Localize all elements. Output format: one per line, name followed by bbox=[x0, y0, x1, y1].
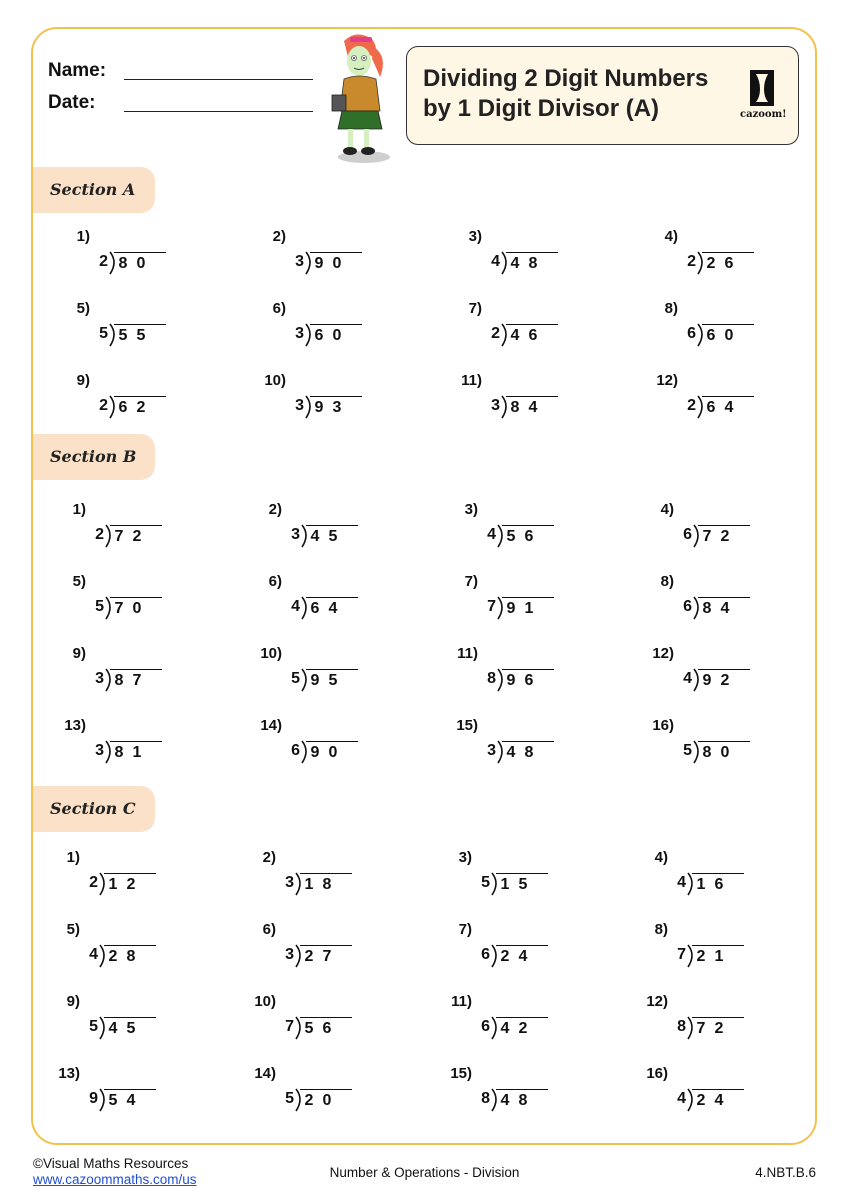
dividend-digit: 1 bbox=[714, 948, 724, 965]
dividend bbox=[110, 741, 162, 762]
dividend-digit: 4 bbox=[720, 600, 730, 617]
divisor: 2 bbox=[687, 397, 696, 414]
dividend bbox=[300, 873, 352, 894]
problem-number: 9) bbox=[66, 993, 80, 1010]
dividend-digit: 4 bbox=[518, 948, 528, 965]
dividend-digit: 0 bbox=[136, 255, 146, 272]
division-problem bbox=[402, 228, 552, 288]
division-problem bbox=[6, 645, 156, 705]
divisor: 5 bbox=[291, 670, 300, 687]
dividend-digit: 9 bbox=[310, 744, 320, 761]
divisor: 6 bbox=[683, 526, 692, 543]
problem-number: 13) bbox=[64, 717, 86, 734]
dividend-digit: 8 bbox=[702, 744, 712, 761]
section-c-tab bbox=[33, 786, 155, 832]
problem-number: 9) bbox=[76, 372, 90, 389]
dividend-digit: 0 bbox=[322, 1092, 332, 1109]
division-problem bbox=[10, 300, 160, 360]
title-line-1: Dividing 2 Digit Numbers bbox=[423, 65, 709, 92]
divisor: 5 bbox=[99, 325, 108, 342]
dividend-digit: 2 bbox=[720, 672, 730, 689]
dividend-digit: 4 bbox=[714, 1092, 724, 1109]
dividend bbox=[114, 324, 166, 345]
date-label: Date: bbox=[48, 92, 96, 113]
division-problem bbox=[598, 300, 748, 360]
dividend-digit: 8 bbox=[322, 876, 332, 893]
dividend-digit: 6 bbox=[724, 255, 734, 272]
dividend-digit: 9 bbox=[702, 672, 712, 689]
divisor: 7 bbox=[677, 946, 686, 963]
problem-number: 13) bbox=[58, 1065, 80, 1082]
dividend-digit: 8 bbox=[118, 255, 128, 272]
divisor: 3 bbox=[491, 397, 500, 414]
dividend-digit: 6 bbox=[714, 876, 724, 893]
dividend bbox=[502, 741, 554, 762]
divisor: 8 bbox=[481, 1090, 490, 1107]
divisor: 2 bbox=[99, 397, 108, 414]
dividend-digit: 4 bbox=[126, 1092, 136, 1109]
dividend-digit: 9 bbox=[506, 672, 516, 689]
section-a-label: Section A bbox=[50, 180, 136, 199]
dividend bbox=[698, 669, 750, 690]
dividend-digit: 8 bbox=[126, 948, 136, 965]
division-problem bbox=[196, 921, 346, 981]
dividend-digit: 1 bbox=[524, 600, 534, 617]
division-problem bbox=[598, 228, 748, 288]
divisor: 3 bbox=[291, 526, 300, 543]
dividend-digit: 8 bbox=[524, 744, 534, 761]
divisor: 4 bbox=[683, 670, 692, 687]
dividend-digit: 7 bbox=[114, 600, 124, 617]
division-problem bbox=[594, 645, 744, 705]
problem-number: 1) bbox=[72, 501, 86, 518]
divisor: 6 bbox=[481, 1018, 490, 1035]
section-c-label: Section C bbox=[50, 799, 136, 818]
cazoom-logo-text: cazoom! bbox=[740, 109, 787, 120]
footer-standard-code: 4.NBT.B.6 bbox=[755, 1165, 816, 1180]
dividend bbox=[698, 741, 750, 762]
dividend-digit: 4 bbox=[506, 744, 516, 761]
problem-number: 12) bbox=[646, 993, 668, 1010]
dividend-digit: 7 bbox=[702, 528, 712, 545]
dividend bbox=[110, 525, 162, 546]
problem-number: 5) bbox=[76, 300, 90, 317]
division-problem bbox=[392, 1065, 542, 1125]
dividend-digit: 8 bbox=[518, 1092, 528, 1109]
dividend bbox=[310, 324, 362, 345]
dividend-digit: 2 bbox=[304, 1092, 314, 1109]
dividend-digit: 2 bbox=[126, 876, 136, 893]
divisor: 5 bbox=[95, 598, 104, 615]
dividend-digit: 0 bbox=[720, 744, 730, 761]
problem-number: 4) bbox=[654, 849, 668, 866]
problem-number: 4) bbox=[660, 501, 674, 518]
footer-copyright: ©Visual Maths Resources bbox=[33, 1156, 189, 1171]
divisor: 8 bbox=[487, 670, 496, 687]
dividend-digit: 5 bbox=[518, 876, 528, 893]
title-line-2: by 1 Digit Divisor (A) bbox=[423, 95, 660, 122]
dividend-digit: 2 bbox=[132, 528, 142, 545]
divisor: 2 bbox=[89, 874, 98, 891]
dividend-digit: 2 bbox=[136, 399, 146, 416]
dividend-digit: 5 bbox=[108, 1092, 118, 1109]
division-problem bbox=[0, 993, 150, 1053]
division-problem bbox=[588, 993, 738, 1053]
date-field[interactable] bbox=[124, 111, 313, 112]
dividend bbox=[698, 597, 750, 618]
divisor: 7 bbox=[487, 598, 496, 615]
dividend-digit: 3 bbox=[332, 399, 342, 416]
problem-number: 11) bbox=[461, 372, 482, 389]
problem-number: 8) bbox=[664, 300, 678, 317]
dividend-digit: 2 bbox=[706, 255, 716, 272]
section-b-label: Section B bbox=[50, 447, 137, 466]
dividend-digit: 9 bbox=[310, 672, 320, 689]
problem-number: 14) bbox=[260, 717, 282, 734]
dividend bbox=[104, 873, 156, 894]
problem-number: 2) bbox=[272, 228, 286, 245]
dividend-digit: 0 bbox=[724, 327, 734, 344]
dividend-digit: 5 bbox=[328, 672, 338, 689]
dividend-digit: 6 bbox=[706, 399, 716, 416]
dividend bbox=[300, 945, 352, 966]
problem-number: 12) bbox=[652, 645, 674, 662]
name-label: Name: bbox=[48, 60, 107, 81]
dividend bbox=[104, 1089, 156, 1110]
dividend-digit: 2 bbox=[696, 1092, 706, 1109]
division-problem bbox=[196, 1065, 346, 1125]
problem-number: 1) bbox=[76, 228, 90, 245]
divisor: 3 bbox=[295, 397, 304, 414]
dividend bbox=[300, 1017, 352, 1038]
dividend-digit: 6 bbox=[310, 600, 320, 617]
dividend-digit: 4 bbox=[328, 600, 338, 617]
dividend-digit: 1 bbox=[696, 876, 706, 893]
problem-number: 3) bbox=[458, 849, 472, 866]
dividend-digit: 4 bbox=[528, 399, 538, 416]
problem-number: 2) bbox=[262, 849, 276, 866]
dividend-digit: 5 bbox=[506, 528, 516, 545]
division-problem bbox=[594, 501, 744, 561]
dividend-digit: 4 bbox=[510, 255, 520, 272]
division-problem bbox=[594, 573, 744, 633]
divisor: 5 bbox=[683, 742, 692, 759]
dividend-digit: 2 bbox=[518, 1020, 528, 1037]
problem-number: 4) bbox=[664, 228, 678, 245]
divisor: 3 bbox=[95, 742, 104, 759]
dividend bbox=[300, 1089, 352, 1110]
divisor: 4 bbox=[291, 598, 300, 615]
dividend-digit: 8 bbox=[528, 255, 538, 272]
division-problem bbox=[206, 228, 356, 288]
divisor: 9 bbox=[89, 1090, 98, 1107]
dividend bbox=[306, 597, 358, 618]
divisor: 6 bbox=[687, 325, 696, 342]
problem-number: 6) bbox=[272, 300, 286, 317]
division-problem bbox=[588, 849, 738, 909]
dividend bbox=[496, 873, 548, 894]
dividend bbox=[114, 396, 166, 417]
problem-number: 10) bbox=[254, 993, 276, 1010]
dividend-digit: 5 bbox=[126, 1020, 136, 1037]
problem-number: 11) bbox=[457, 645, 478, 662]
dividend-digit: 4 bbox=[500, 1092, 510, 1109]
division-problem bbox=[6, 717, 156, 777]
division-problem bbox=[398, 573, 548, 633]
divisor: 3 bbox=[295, 253, 304, 270]
dividend bbox=[110, 597, 162, 618]
division-problem bbox=[202, 645, 352, 705]
divisor: 4 bbox=[677, 1090, 686, 1107]
dividend-digit: 1 bbox=[108, 876, 118, 893]
division-problem bbox=[6, 501, 156, 561]
dividend-digit: 7 bbox=[322, 948, 332, 965]
dividend bbox=[496, 1017, 548, 1038]
dividend-digit: 2 bbox=[696, 948, 706, 965]
dividend-digit: 0 bbox=[328, 744, 338, 761]
divisor: 2 bbox=[95, 526, 104, 543]
problem-number: 7) bbox=[458, 921, 472, 938]
dividend bbox=[110, 669, 162, 690]
dividend-digit: 6 bbox=[524, 672, 534, 689]
dividend-digit: 6 bbox=[118, 399, 128, 416]
divisor: 2 bbox=[491, 325, 500, 342]
problem-number: 6) bbox=[268, 573, 282, 590]
division-problem bbox=[598, 372, 748, 432]
division-problem bbox=[398, 501, 548, 561]
dividend-digit: 0 bbox=[332, 327, 342, 344]
dividend bbox=[306, 525, 358, 546]
dividend-digit: 4 bbox=[310, 528, 320, 545]
divisor: 3 bbox=[295, 325, 304, 342]
cazoom-logo bbox=[740, 69, 787, 123]
divisor: 5 bbox=[481, 874, 490, 891]
division-problem bbox=[588, 1065, 738, 1125]
dividend bbox=[310, 252, 362, 273]
problem-number: 2) bbox=[268, 501, 282, 518]
dividend-digit: 7 bbox=[696, 1020, 706, 1037]
division-problem bbox=[594, 717, 744, 777]
division-problem bbox=[588, 921, 738, 981]
dividend bbox=[310, 396, 362, 417]
problem-number: 11) bbox=[451, 993, 472, 1010]
dividend bbox=[502, 669, 554, 690]
division-problem bbox=[402, 372, 552, 432]
dividend bbox=[692, 1089, 744, 1110]
divisor: 4 bbox=[487, 526, 496, 543]
section-b-tab bbox=[33, 434, 155, 480]
dividend-digit: 9 bbox=[506, 600, 516, 617]
divisor: 7 bbox=[285, 1018, 294, 1035]
dividend-digit: 0 bbox=[332, 255, 342, 272]
dividend-digit: 2 bbox=[108, 948, 118, 965]
problem-number: 5) bbox=[66, 921, 80, 938]
division-problem bbox=[206, 300, 356, 360]
dividend-digit: 6 bbox=[706, 327, 716, 344]
dividend-digit: 4 bbox=[108, 1020, 118, 1037]
dividend bbox=[692, 873, 744, 894]
dividend-digit: 9 bbox=[314, 399, 324, 416]
division-problem bbox=[206, 372, 356, 432]
division-problem bbox=[6, 573, 156, 633]
division-problem bbox=[0, 921, 150, 981]
dividend-digit: 4 bbox=[510, 327, 520, 344]
section-a-tab bbox=[33, 167, 155, 213]
dividend bbox=[702, 252, 754, 273]
dividend-digit: 5 bbox=[328, 528, 338, 545]
dividend-digit: 2 bbox=[500, 948, 510, 965]
divisor: 2 bbox=[687, 253, 696, 270]
problem-number: 9) bbox=[72, 645, 86, 662]
division-problem bbox=[10, 372, 160, 432]
divisor: 3 bbox=[285, 946, 294, 963]
dividend bbox=[506, 324, 558, 345]
dividend bbox=[104, 945, 156, 966]
dividend-digit: 4 bbox=[500, 1020, 510, 1037]
dividend-digit: 1 bbox=[500, 876, 510, 893]
divisor: 3 bbox=[285, 874, 294, 891]
division-problem bbox=[202, 717, 352, 777]
divisor: 5 bbox=[89, 1018, 98, 1035]
problem-number: 10) bbox=[264, 372, 286, 389]
divisor: 6 bbox=[683, 598, 692, 615]
title-box bbox=[406, 46, 799, 145]
dividend-digit: 6 bbox=[528, 327, 538, 344]
divisor: 3 bbox=[95, 670, 104, 687]
dividend bbox=[702, 324, 754, 345]
division-problem bbox=[10, 228, 160, 288]
dividend-digit: 2 bbox=[714, 1020, 724, 1037]
dividend-digit: 5 bbox=[118, 327, 128, 344]
divisor: 6 bbox=[481, 946, 490, 963]
problem-number: 15) bbox=[450, 1065, 472, 1082]
dividend-digit: 6 bbox=[314, 327, 324, 344]
problem-number: 10) bbox=[260, 645, 282, 662]
division-problem bbox=[398, 645, 548, 705]
problem-number: 3) bbox=[464, 501, 478, 518]
dividend bbox=[306, 741, 358, 762]
dividend bbox=[698, 525, 750, 546]
divisor: 6 bbox=[291, 742, 300, 759]
dividend-digit: 4 bbox=[724, 399, 734, 416]
problem-number: 14) bbox=[254, 1065, 276, 1082]
problem-number: 12) bbox=[656, 372, 678, 389]
dividend-digit: 5 bbox=[136, 327, 146, 344]
problem-number: 7) bbox=[468, 300, 482, 317]
footer-topic: Number & Operations - Division bbox=[329, 1165, 520, 1180]
dividend-digit: 5 bbox=[304, 1020, 314, 1037]
divisor: 4 bbox=[89, 946, 98, 963]
footer-website-link[interactable]: www.cazoommaths.com/us bbox=[33, 1172, 197, 1187]
dividend-digit: 7 bbox=[132, 672, 142, 689]
dividend-digit: 6 bbox=[322, 1020, 332, 1037]
problem-number: 1) bbox=[66, 849, 80, 866]
divisor: 5 bbox=[285, 1090, 294, 1107]
division-problem bbox=[0, 849, 150, 909]
divisor: 8 bbox=[677, 1018, 686, 1035]
dividend bbox=[702, 396, 754, 417]
dividend-digit: 2 bbox=[720, 528, 730, 545]
division-problem bbox=[196, 993, 346, 1053]
division-problem bbox=[202, 573, 352, 633]
dividend bbox=[692, 1017, 744, 1038]
dividend-digit: 8 bbox=[114, 744, 124, 761]
dividend bbox=[114, 252, 166, 273]
dividend-digit: 7 bbox=[114, 528, 124, 545]
division-problem bbox=[392, 921, 542, 981]
dividend bbox=[692, 945, 744, 966]
problem-number: 7) bbox=[464, 573, 478, 590]
divisor: 4 bbox=[677, 874, 686, 891]
problem-number: 8) bbox=[654, 921, 668, 938]
dividend bbox=[506, 252, 558, 273]
dividend bbox=[502, 525, 554, 546]
problem-number: 16) bbox=[652, 717, 674, 734]
division-problem bbox=[0, 1065, 150, 1125]
problem-number: 6) bbox=[262, 921, 276, 938]
dividend-digit: 8 bbox=[702, 600, 712, 617]
dividend bbox=[496, 945, 548, 966]
dividend-digit: 1 bbox=[304, 876, 314, 893]
problem-number: 15) bbox=[456, 717, 478, 734]
problem-number: 16) bbox=[646, 1065, 668, 1082]
division-problem bbox=[392, 993, 542, 1053]
dividend bbox=[506, 396, 558, 417]
problem-number: 3) bbox=[468, 228, 482, 245]
divisor: 4 bbox=[491, 253, 500, 270]
girl-character-illustration bbox=[326, 33, 396, 165]
cazoom-logo-icon bbox=[740, 69, 784, 109]
dividend-digit: 1 bbox=[132, 744, 142, 761]
division-problem bbox=[392, 849, 542, 909]
name-field[interactable] bbox=[124, 79, 313, 80]
dividend bbox=[496, 1089, 548, 1110]
problem-number: 8) bbox=[660, 573, 674, 590]
problem-number: 5) bbox=[72, 573, 86, 590]
dividend-digit: 9 bbox=[314, 255, 324, 272]
division-problem bbox=[402, 300, 552, 360]
dividend bbox=[306, 669, 358, 690]
dividend-digit: 2 bbox=[304, 948, 314, 965]
division-problem bbox=[196, 849, 346, 909]
dividend-digit: 8 bbox=[510, 399, 520, 416]
division-problem bbox=[398, 717, 548, 777]
divisor: 3 bbox=[487, 742, 496, 759]
dividend-digit: 8 bbox=[114, 672, 124, 689]
dividend bbox=[104, 1017, 156, 1038]
divisor: 2 bbox=[99, 253, 108, 270]
dividend bbox=[502, 597, 554, 618]
division-problem bbox=[202, 501, 352, 561]
dividend-digit: 0 bbox=[132, 600, 142, 617]
dividend-digit: 6 bbox=[524, 528, 534, 545]
